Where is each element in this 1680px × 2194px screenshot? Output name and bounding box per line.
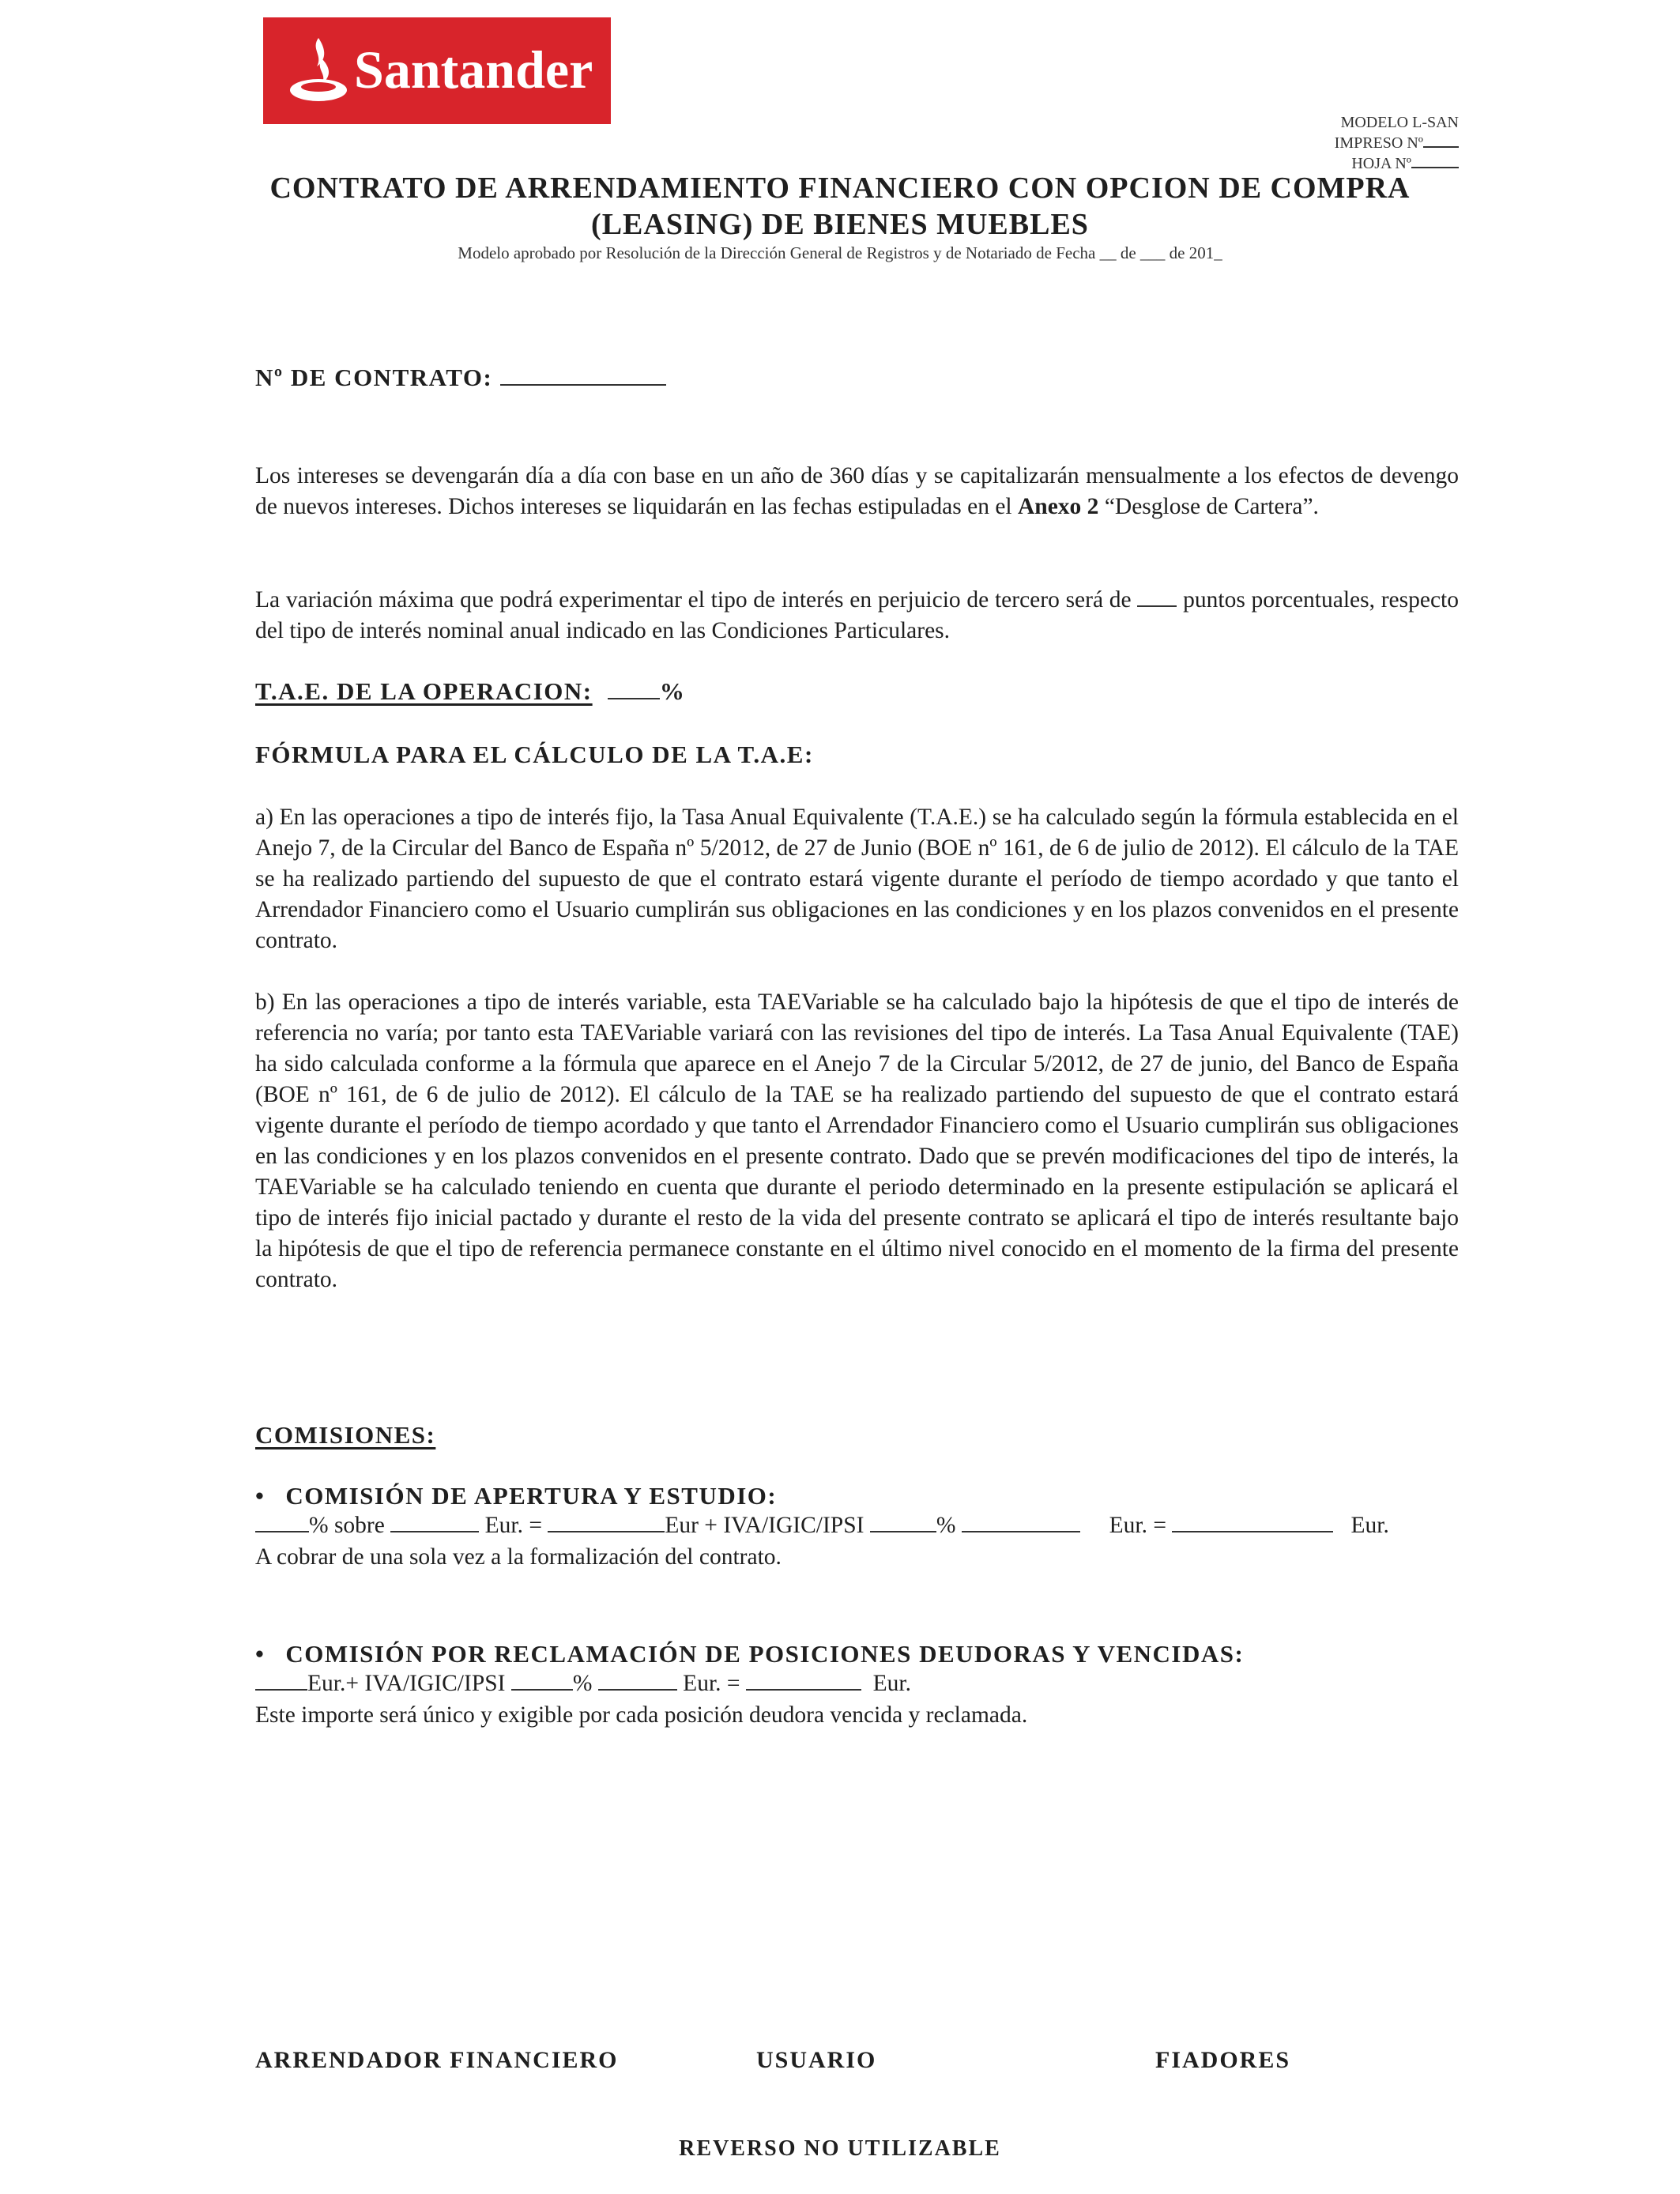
- tae-paragraph-a: a) En las operaciones a tipo de interés fijo, la Tasa Anual Equivalente (T.A.E.) se ha calculado según la fórmula establecida en el Anejo 7, de la Circular del Banco de España nº 5/2012, de 27 de Junio (BOE nº 161, de 6 de julio de 2012). El cálculo de la TAE se ha realizado partiendo del supuesto de que el contrato estará vigente durante el período de tiempo acordado y que tanto el Arrendador Financiero como el Usuario cumplirán sus obligaciones en las condiciones y en los plazos convenidos en el presente contrato.: [255, 805, 1459, 953]
- reclamacion-total-field[interactable]: [746, 1688, 861, 1691]
- document-title-line2: (LEASING) DE BIENES MUEBLES: [591, 208, 1089, 241]
- intereses-paragraph: Los intereses se devengarán día a día con base en un año de 360 días y se capitalizarán mensualmente a los efectos de devengo de nuevos intereses. Dichos intereses se liquidarán en las fechas estipuladas en el Anexo 2 “Desglose de Cartera”.: [255, 463, 1459, 519]
- comisiones-heading: COMISIONES:: [255, 1421, 436, 1449]
- document-title-line1: CONTRATO DE ARRENDAMIENTO FINANCIERO CON OPCION DE COMPRA: [269, 172, 1411, 205]
- tae-field[interactable]: [608, 697, 660, 699]
- reclamacion-pct-field[interactable]: [511, 1688, 573, 1691]
- comision-apertura-title: • COMISIÓN DE APERTURA Y ESTUDIO:: [255, 1482, 778, 1510]
- santander-logo: [263, 17, 611, 124]
- reclamacion-iva-field[interactable]: [598, 1688, 677, 1691]
- apertura-iva-field[interactable]: [962, 1530, 1080, 1532]
- apertura-total-field[interactable]: [1172, 1530, 1333, 1532]
- comision-reclamacion-note: Este importe será único y exigible por cada posición deudora vencida y reclamada.: [255, 1702, 1028, 1728]
- reverso-footer: REVERSO NO UTILIZABLE: [679, 2136, 1001, 2161]
- tae-operacion: T.A.E. DE LA OPERACION: %: [255, 677, 686, 705]
- modelo-code: MODELO L-SAN: [1340, 114, 1459, 131]
- santander-flame-icon: [287, 35, 350, 106]
- comision-reclamacion-line: Eur.+ IVA/IGIC/IPSI % Eur. = Eur.: [255, 1671, 911, 1697]
- tae-paragraph-b: b) En las operaciones a tipo de interés variable, esta TAEVariable se ha calculado bajo la hipótesis de que el tipo de interés de referencia no varía; por tanto esta TAEVariable variará con las revisiones del tipo de interés. La Tasa Anual Equivalente (TAE) ha sido calculada conforme a la fórmula que aparece en el Anejo 7 de la Circular 5/2012, de 27 de junio, del Banco de España (BOE nº 161, de 6 de julio de 2012). El cálculo de la TAE se ha realizado partiendo del supuesto de que el contrato estará vigente durante el período de tiempo acordado y que tanto el Arrendador Financiero como el Usuario cumplirán sus obligaciones en las condiciones y en los plazos convenidos en el presente contrato. Dado que se prevén modificaciones del tipo de interés, la TAEVariable se ha calculado teniendo en cuenta que durante el periodo determinado en la presente estipulación se aplicará el tipo de interés fijo inicial pactado y durante el resto de la vida del presente contrato se aplicará el tipo de interés resultante bajo la hipótesis de que el tipo de referencia permanece constante en el último nivel conocido en el momento de la firma del presente contrato.: [255, 990, 1459, 1292]
- formula-heading: FÓRMULA PARA EL CÁLCULO DE LA T.A.E:: [255, 741, 814, 768]
- apertura-pct-field[interactable]: [255, 1530, 309, 1532]
- contract-number-field[interactable]: [500, 383, 666, 386]
- signature-usuario: USUARIO: [756, 2047, 877, 2073]
- brand-name: Santander: [354, 40, 593, 100]
- apertura-sobre-field[interactable]: [390, 1530, 479, 1532]
- anexo-reference: Anexo 2: [1018, 494, 1099, 519]
- modelo-block: [1335, 112, 1459, 174]
- signature-fiadores: FIADORES: [1155, 2047, 1291, 2073]
- apertura-iva-pct-field[interactable]: [870, 1530, 936, 1532]
- hoja-number: HOJA Nº: [1335, 153, 1459, 174]
- comision-apertura-note: A cobrar de una sola vez a la formalización del contrato.: [255, 1544, 782, 1570]
- contract-number: [255, 364, 666, 392]
- comision-apertura-line: % sobre Eur. = Eur + IVA/IGIC/IPSI % Eur. = Eur.: [255, 1513, 1389, 1539]
- comision-reclamacion-title: • COMISIÓN POR RECLAMACIÓN DE POSICIONES DEUDORAS Y VENCIDAS:: [255, 1640, 1245, 1668]
- impreso-number: IMPRESO Nº: [1335, 133, 1459, 153]
- puntos-field[interactable]: [1137, 605, 1177, 607]
- reclamacion-eur-field[interactable]: [255, 1688, 307, 1691]
- contract-number-label: Nº DE CONTRATO:: [255, 364, 493, 391]
- signature-arrendador: ARRENDADOR FINANCIERO: [255, 2047, 619, 2073]
- variacion-paragraph: La variación máxima que podrá experimentar el tipo de interés en perjuicio de tercero será de puntos porcentuales, respecto del tipo de interés nominal anual indicado en las Condiciones Particulares.: [255, 587, 1459, 643]
- tae-label: T.A.E. DE LA OPERACION:: [255, 677, 593, 705]
- document-subtitle: Modelo aprobado por Resolución de la Dirección General de Registros y de Notariado de Fecha __ de ___ de 201_: [458, 243, 1222, 262]
- apertura-eur-field[interactable]: [548, 1530, 665, 1532]
